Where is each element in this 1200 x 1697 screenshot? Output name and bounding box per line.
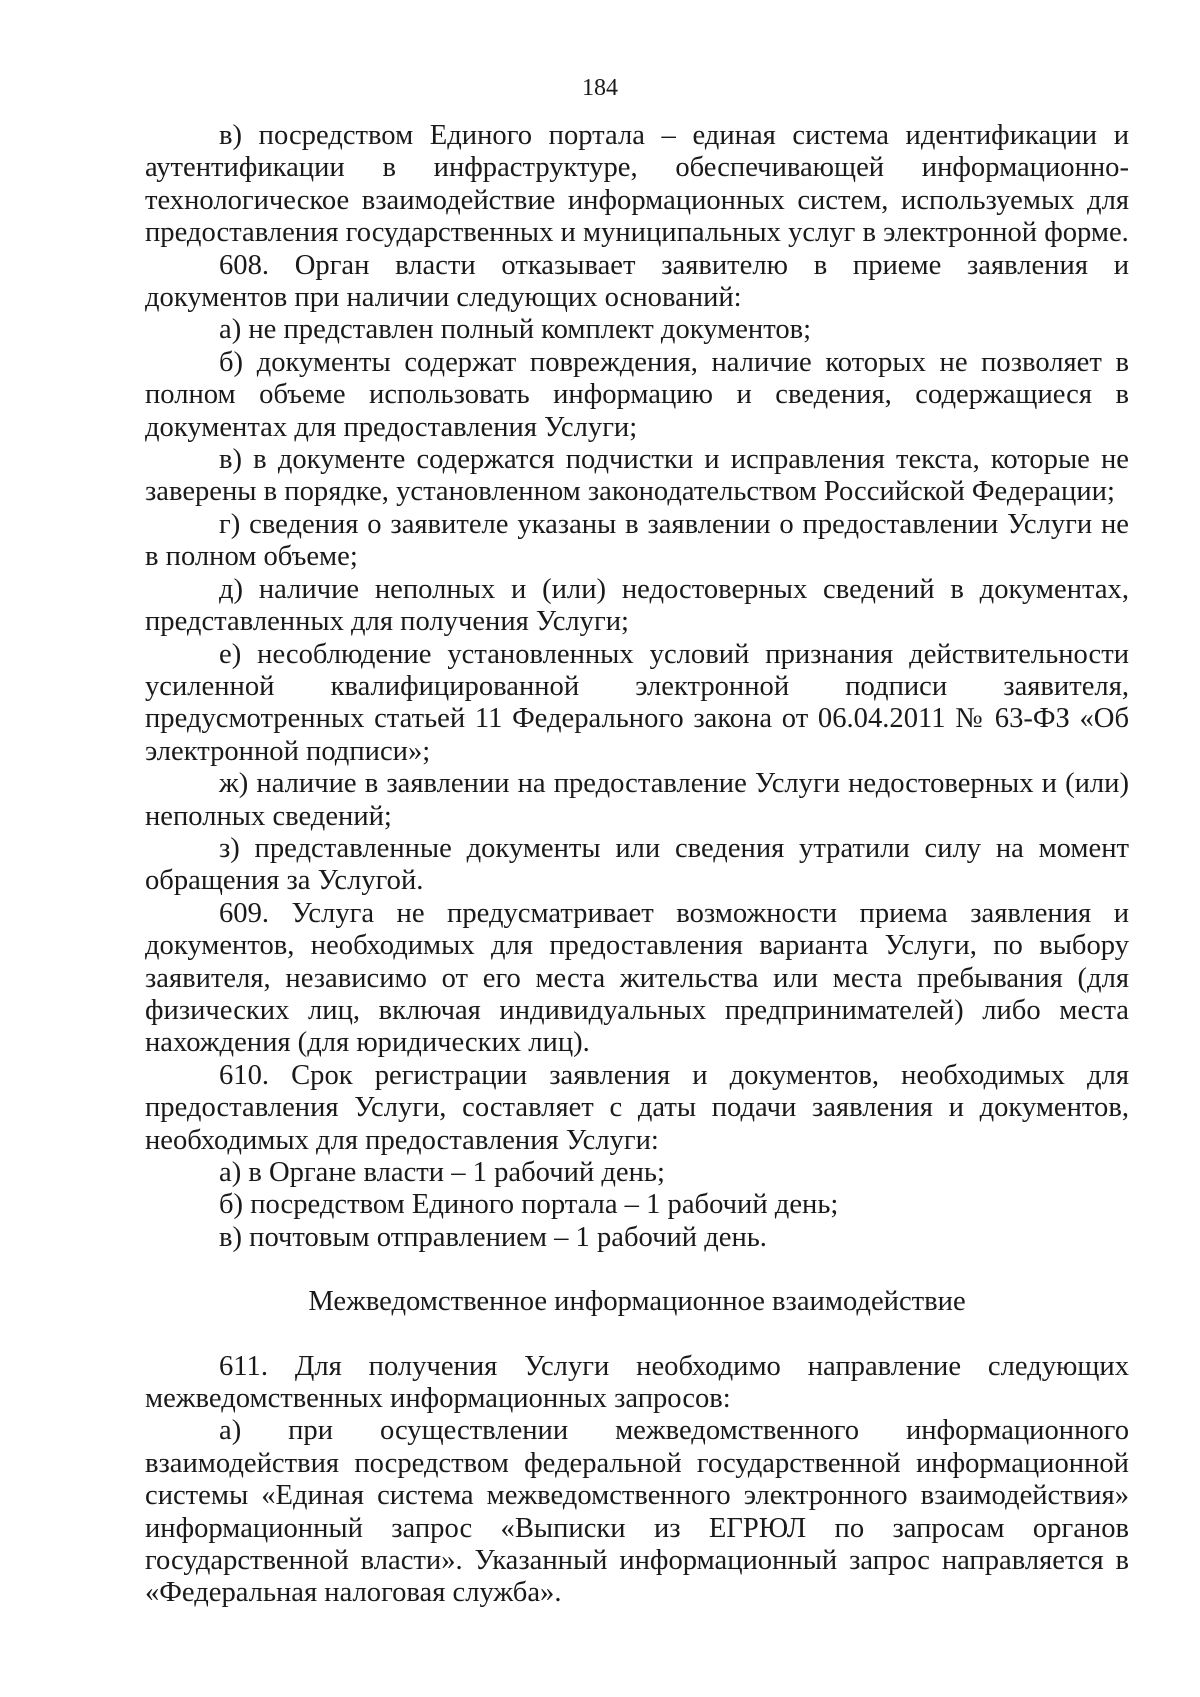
- paragraph-611: 611. Для получения Услуги необходимо направление следующих межведомственных информационных запросов:: [145, 1350, 1129, 1415]
- paragraph-610-a: а) в Органе власти – 1 рабочий день;: [219, 1157, 665, 1188]
- section-heading: Межведомственное информационное взаимодействие: [308, 1286, 966, 1318]
- paragraph-608-d: д) наличие неполных и (или) недостоверных сведений в документах, представленных для получения Услуги;: [145, 573, 1129, 638]
- paragraph-610-v: в) почтовым отправлением – 1 рабочий день.: [219, 1221, 767, 1253]
- paragraph-611-a: а) при осуществлении межведомственного информационного взаимодействия посредством федеральной государственной информационной системы «Единая система межведомственного электронного взаимодействия» информационный запрос «Выписки из ЕГРЮЛ по запросам органов государственной власти». Указанный информационный запрос направляется в «Федеральная налоговая служба».: [145, 1415, 1129, 1609]
- paragraph-608-e: е) несоблюдение установленных условий признания действительности усиленной квалифицированной электронной подписи заявителя, предусмотренных статьей 11 Федерального закона от 06.04.2011 № 63-ФЗ «Об электронной подписи»;: [145, 638, 1129, 767]
- paragraph-608-g: г) сведения о заявителе указаны в заявлении о предоставлении Услуги не в полном объеме;: [145, 508, 1129, 573]
- paragraph-608-a: а) не представлен полный комплект документов;: [219, 314, 812, 346]
- paragraph-608-refusal-grounds: 608. Орган власти отказывает заявителю в приеме заявления и документов при наличии следующих оснований:: [145, 249, 1129, 314]
- paragraph-portal-identification: в) посредством Единого портала – единая система идентификации и аутентификации в инфраструктуре, обеспечивающей информационно-технологическое взаимодействие информационных систем, используемых для предоставления государственных и муниципальных услуг в электронной форме.: [145, 120, 1129, 249]
- paragraph-608-zh: ж) наличие в заявлении на предоставление Услуги недостоверных и (или) неполных сведений;: [145, 768, 1129, 832]
- paragraph-610: 610. Срок регистрации заявления и документов, необходимых для предоставления Услуги, составляет с даты подачи заявления и документов, необходимых для предоставления Услуги:: [145, 1059, 1129, 1156]
- page-number: 184: [582, 75, 618, 101]
- paragraph-608-z: з) представленные документы или сведения утратили силу на момент обращения за Услугой.: [145, 832, 1129, 897]
- paragraph-608-v: в) в документе содержатся подчистки и исправления текста, которые не заверены в порядке, установленном законодательством Российской Федерации;: [145, 444, 1129, 508]
- paragraph-609: 609. Услуга не предусматривает возможности приема заявления и документов, необходимых для предоставления варианта Услуги, по выбору заявителя, независимо от его места жительства или места пребывания (для физических лиц, включая индивидуальных предпринимателей) либо места нахождения (для юридических лиц).: [145, 897, 1129, 1059]
- paragraph-608-b: б) документы содержат повреждения, наличие которых не позволяет в полном объеме использовать информацию и сведения, содержащиеся в документах для предоставления Услуги;: [145, 346, 1129, 443]
- document-body: [145, 120, 1129, 1610]
- paragraph-610-b: б) посредством Единого портала – 1 рабочий день;: [219, 1189, 839, 1221]
